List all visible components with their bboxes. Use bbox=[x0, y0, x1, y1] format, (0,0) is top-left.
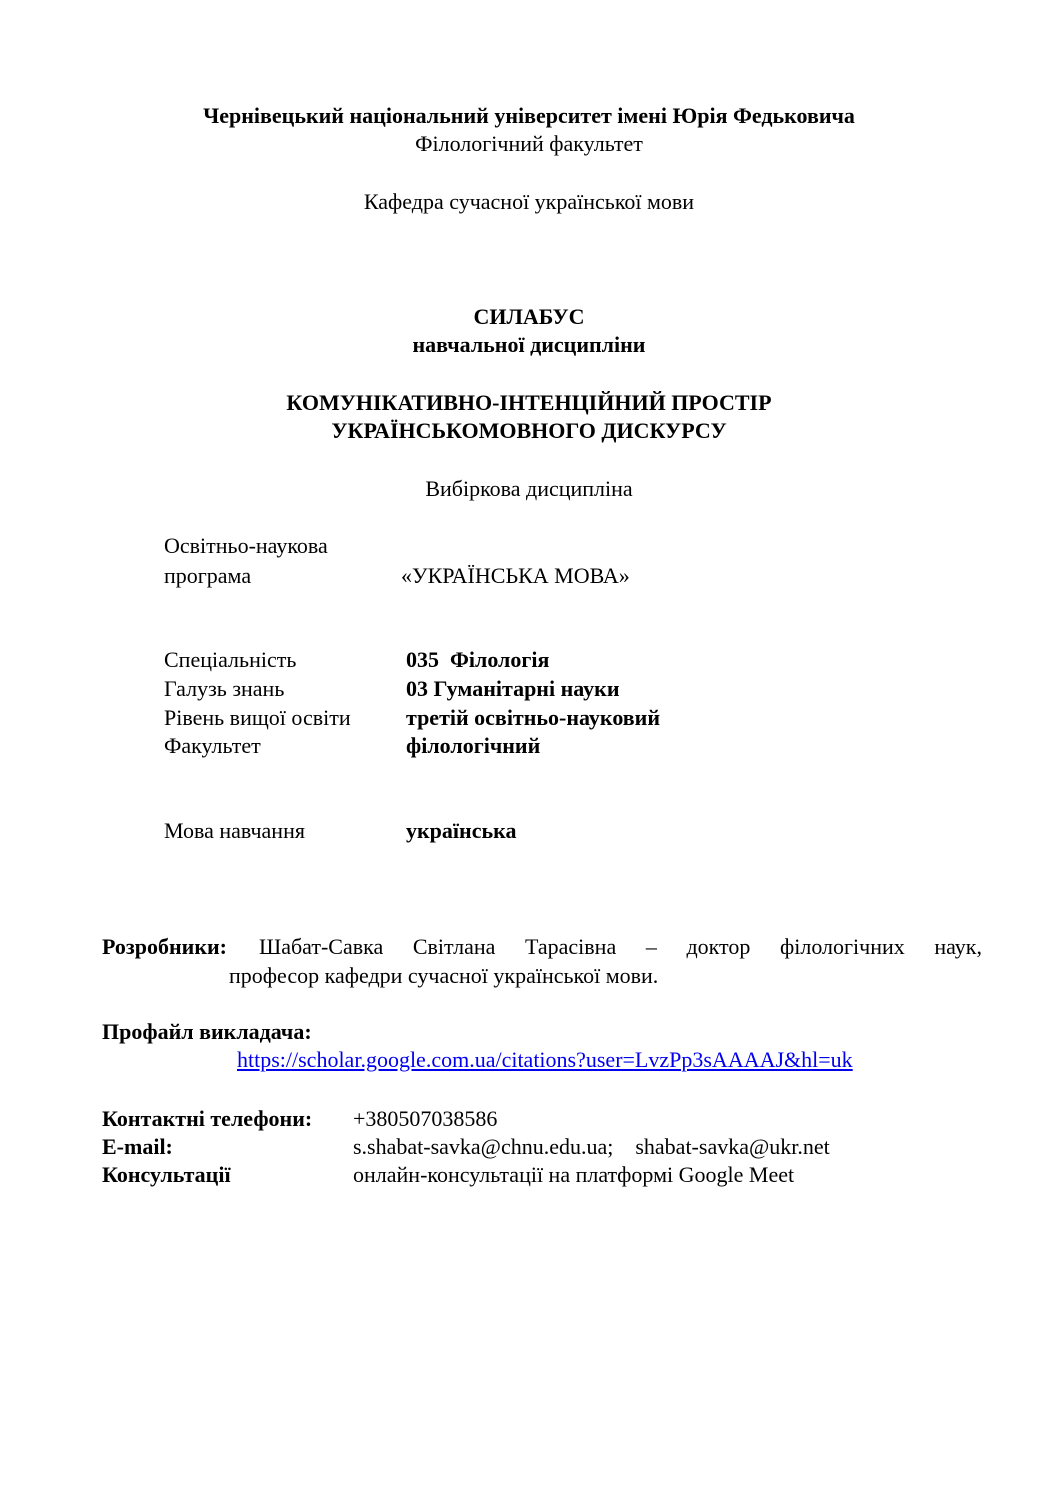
phone-value: +380507038586 bbox=[353, 1106, 498, 1131]
course-title-line1: КОМУНІКАТИВНО-ІНТЕНЦІЙНИЙ ПРОСТІР bbox=[286, 390, 772, 415]
consultations-value: онлайн-консультації на платформі Google Meet bbox=[353, 1162, 795, 1187]
profile-label: Профайл викладача: bbox=[102, 1019, 312, 1044]
faculty-name: Філологічний факультет bbox=[415, 131, 643, 156]
consultations-label: Консультації bbox=[102, 1162, 231, 1187]
language-label: Мова навчання bbox=[164, 818, 305, 843]
email-value: s.shabat-savka@chnu.edu.ua; shabat-savka@ukr.net bbox=[353, 1134, 830, 1159]
specialty-label: Спеціальність bbox=[164, 647, 297, 672]
language-value: українська bbox=[406, 818, 517, 843]
field-value: 03 Гуманітарні науки bbox=[406, 676, 620, 701]
department-name: Кафедра сучасної української мови bbox=[363, 189, 695, 214]
field-label: Галузь знань bbox=[164, 676, 285, 701]
profile-link[interactable]: https://scholar.google.com.ua/citations?user=LvzPp3sAAAAJ&hl=uk bbox=[237, 1047, 853, 1072]
university-name: Чернівецький національний університет імені Юрія Федьковича bbox=[203, 103, 855, 128]
developers-line2: професор кафедри сучасної української мови. bbox=[229, 963, 659, 988]
developers-label: Розробники: bbox=[102, 934, 227, 959]
program-label-line1: Освітньо-наукова bbox=[164, 533, 328, 558]
level-value: третій освітньо-науковий bbox=[406, 705, 660, 730]
program-label-line2: програма bbox=[164, 563, 252, 588]
developers-line1: Шабат-Савка Світлана Тарасівна – доктор філологічних наук, bbox=[259, 934, 982, 959]
specialty-value: 035 Філологія bbox=[406, 647, 550, 672]
email-label: E-mail: bbox=[102, 1134, 173, 1159]
level-label: Рівень вищої освіти bbox=[164, 705, 351, 730]
course-title-line2: УКРАЇНСЬКОМОВНОГО ДИСКУРСУ bbox=[331, 418, 727, 443]
syllabus-subheading: навчальної дисципліни bbox=[412, 332, 646, 357]
phone-label: Контактні телефони: bbox=[102, 1106, 313, 1131]
discipline-type: Вибіркова дисципліна bbox=[425, 476, 633, 501]
faculty-label: Факультет bbox=[164, 733, 261, 758]
syllabus-heading: СИЛАБУС bbox=[473, 304, 585, 329]
faculty-value: філологічний bbox=[406, 733, 541, 758]
program-value: «УКРАЇНСЬКА МОВА» bbox=[401, 563, 630, 588]
